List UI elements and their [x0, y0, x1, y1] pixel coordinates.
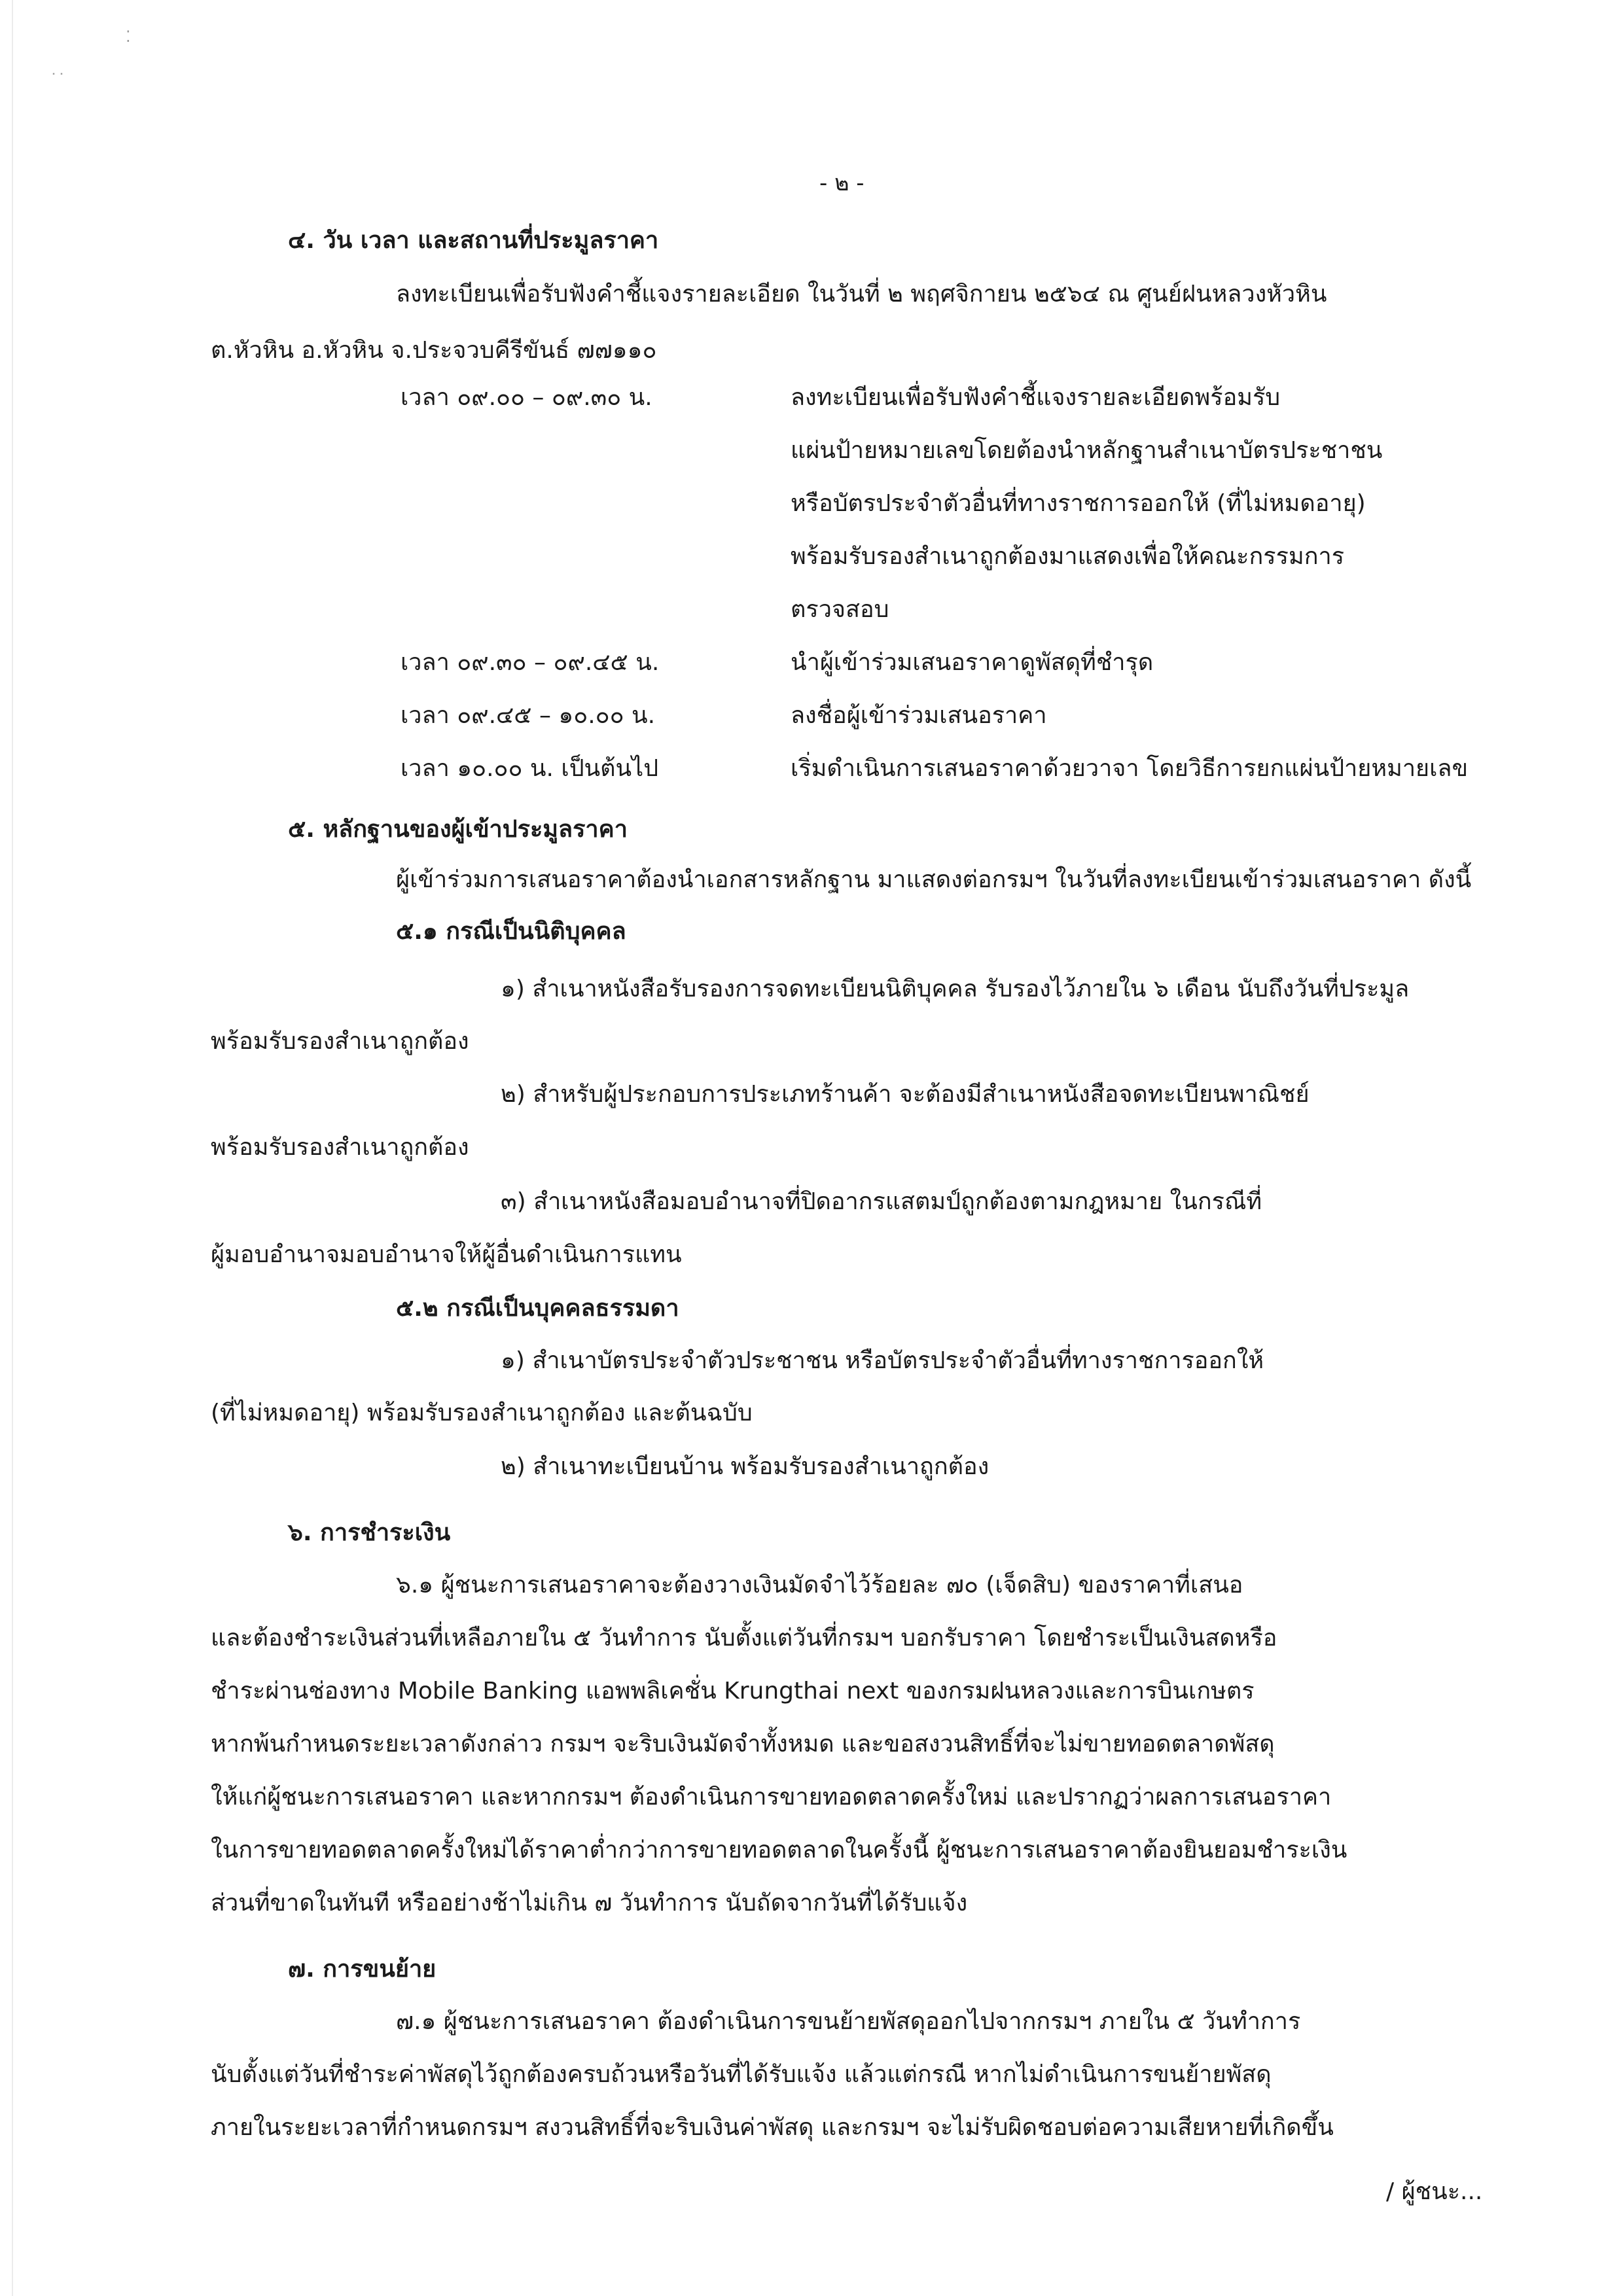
schedule-desc-1-line-4: พร้อมรับรองสำเนาถูกต้องมาแสดงเพื่อให้คณะกรรมการ	[791, 543, 1345, 570]
scan-speck: ⁚	[126, 27, 131, 46]
schedule-desc-1-line-5: ตรวจสอบ	[791, 596, 889, 623]
item-5-2-1-line-1: ๑) สำเนาบัตรประจำตัวประชาชน หรือบัตรประจำตัวอื่นที่ทางราชการออกให้	[501, 1347, 1264, 1374]
page-number: - ๒ -	[819, 170, 865, 196]
item-5-2-1-line-2: (ที่ไม่หมดอายุ) พร้อมรับรองสำเนาถูกต้อง และต้นฉบับ	[211, 1400, 753, 1426]
section-6-line-4: หากพ้นกำหนดระยะเวลาดังกล่าว กรมฯ จะริบเงินมัดจำทั้งหมด และขอสงวนสิทธิ์ที่จะไม่ขายทอดตลาดพัสดุ	[211, 1731, 1275, 1757]
item-5-1-2-line-1: ๒) สำหรับผู้ประกอบการประเภทร้านค้า จะต้องมีสำเนาหนังสือจดทะเบียนพาณิชย์	[501, 1081, 1310, 1108]
item-5-1-1-line-1: ๑) สำเนาหนังสือรับรองการจดทะเบียนนิติบุคคล รับรองไว้ภายใน ๖ เดือน นับถึงวันที่ประมูล	[501, 976, 1410, 1002]
section-4-intro-line-1: ลงทะเบียนเพื่อรับฟังคำชี้แจงรายละเอียด ในวันที่ ๒ พฤศจิกายน ๒๕๖๔ ณ ศูนย์ฝนหลวงหัวหิน	[396, 281, 1327, 308]
section-6-line-7: ส่วนที่ขาดในทันที หรืออย่างช้าไม่เกิน ๗ วันทำการ นับถัดจากวันที่ได้รับแจ้ง	[211, 1890, 968, 1916]
section-7-line-1: ๗.๑ ผู้ชนะการเสนอราคา ต้องดำเนินการขนย้ายพัสดุออกไปจากกรมฯ ภายใน ๕ วันทำการ	[396, 2008, 1301, 2035]
section-6-heading: ๖. การชำระเงิน	[288, 1519, 451, 1546]
section-7-line-3: ภายในระยะเวลาที่กำหนดกรมฯ สงวนสิทธิ์ที่จะริบเงินค่าพัสดุ และกรมฯ จะไม่รับผิดชอบต่อความเสียหายที่เกิดขึ้น	[211, 2114, 1334, 2141]
scan-edge	[12, 0, 13, 2296]
section-4-intro-line-2: ต.หัวหิน อ.หัวหิน จ.ประจวบคีรีขันธ์ ๗๗๑๑๐	[211, 337, 657, 364]
section-5-heading: ๕. หลักฐานของผู้เข้าประมูลราคา	[288, 816, 628, 843]
schedule-time-3: เวลา ๐๙.๔๕ – ๑๐.๐๐ น.	[401, 702, 656, 729]
item-5-1-1-line-2: พร้อมรับรองสำเนาถูกต้อง	[211, 1028, 469, 1055]
schedule-time-1: เวลา ๐๙.๐๐ – ๐๙.๓๐ น.	[401, 384, 652, 411]
item-5-1-3-line-1: ๓) สำเนาหนังสือมอบอำนาจที่ปิดอากรแสตมป์ถูกต้องตามกฎหมาย ในกรณีที่	[501, 1188, 1262, 1215]
section-7-heading: ๗. การขนย้าย	[288, 1956, 437, 1983]
section-6-line-5: ให้แก่ผู้ชนะการเสนอราคา และหากกรมฯ ต้องดำเนินการขายทอดตลาดครั้งใหม่ และปรากฏว่าผลการเสนอราคา	[211, 1784, 1332, 1810]
schedule-time-4: เวลา ๑๐.๐๐ น. เป็นต้นไป	[401, 755, 659, 782]
section-7-line-2: นับตั้งแต่วันที่ชำระค่าพัสดุไว้ถูกต้องครบถ้วนหรือวันที่ได้รับแจ้ง แล้วแต่กรณี หากไม่ดำเนินการขนย้ายพัสดุ	[211, 2061, 1272, 2088]
section-6-line-3: ชำระผ่านช่องทาง Mobile Banking แอพพลิเคชั่น Krungthai next ของกรมฝนหลวงและการบินเกษตร	[211, 1678, 1255, 1704]
section-5-intro: ผู้เข้าร่วมการเสนอราคาต้องนำเอกสารหลักฐาน มาแสดงต่อกรมฯ ในวันที่ลงทะเบียนเข้าร่วมเสนอราคา ดังนี้	[396, 866, 1472, 893]
section-6-line-1: ๖.๑ ผู้ชนะการเสนอราคาจะต้องวางเงินมัดจำไว้ร้อยละ ๗๐ (เจ็ดสิบ) ของราคาที่เสนอ	[396, 1572, 1243, 1598]
continuation-marker: / ผู้ชนะ...	[1386, 2178, 1483, 2205]
schedule-desc-1-line-2: แผ่นป้ายหมายเลขโดยต้องนำหลักฐานสำเนาบัตรประชาชน	[791, 437, 1383, 464]
section-5-2-heading: ๕.๒ กรณีเป็นบุคคลธรรมดา	[396, 1295, 679, 1322]
schedule-desc-4: เริ่มดำเนินการเสนอราคาด้วยวาจา โดยวิธีการยกแผ่นป้ายหมายเลข	[791, 755, 1469, 782]
section-6-line-6: ในการขายทอดตลาดครั้งใหม่ได้ราคาต่ำกว่าการขายทอดตลาดในครั้งนี้ ผู้ชนะการเสนอราคาต้องยินยอมชำระเงิน	[211, 1837, 1347, 1863]
section-6-line-2: และต้องชำระเงินส่วนที่เหลือภายใน ๕ วันทำการ นับตั้งแต่วันที่กรมฯ บอกรับราคา โดยชำระเป็นเงินสดหรือ	[211, 1625, 1277, 1651]
schedule-desc-2: นำผู้เข้าร่วมเสนอราคาดูพัสดุที่ชำรุด	[791, 649, 1154, 676]
schedule-desc-3: ลงชื่อผู้เข้าร่วมเสนอราคา	[791, 702, 1047, 729]
item-5-1-3-line-2: ผู้มอบอำนาจมอบอำนาจให้ผู้อื่นดำเนินการแทน	[211, 1241, 682, 1268]
item-5-2-2-line-1: ๒) สำเนาทะเบียนบ้าน พร้อมรับรองสำเนาถูกต้อง	[501, 1453, 990, 1480]
scan-speck: ˙˙	[50, 71, 65, 89]
schedule-time-2: เวลา ๐๙.๓๐ – ๐๙.๔๕ น.	[401, 649, 660, 676]
section-4-heading: ๔. วัน เวลา และสถานที่ประมูลราคา	[288, 227, 659, 254]
section-5-1-heading: ๕.๑ กรณีเป็นนิติบุคคล	[396, 918, 626, 945]
schedule-desc-1-line-3: หรือบัตรประจำตัวอื่นที่ทางราชการออกให้ (ที่ไม่หมดอายุ)	[791, 490, 1366, 517]
schedule-desc-1-line-1: ลงทะเบียนเพื่อรับฟังคำชี้แจงรายละเอียดพร้อมรับ	[791, 384, 1281, 411]
item-5-1-2-line-2: พร้อมรับรองสำเนาถูกต้อง	[211, 1134, 469, 1161]
